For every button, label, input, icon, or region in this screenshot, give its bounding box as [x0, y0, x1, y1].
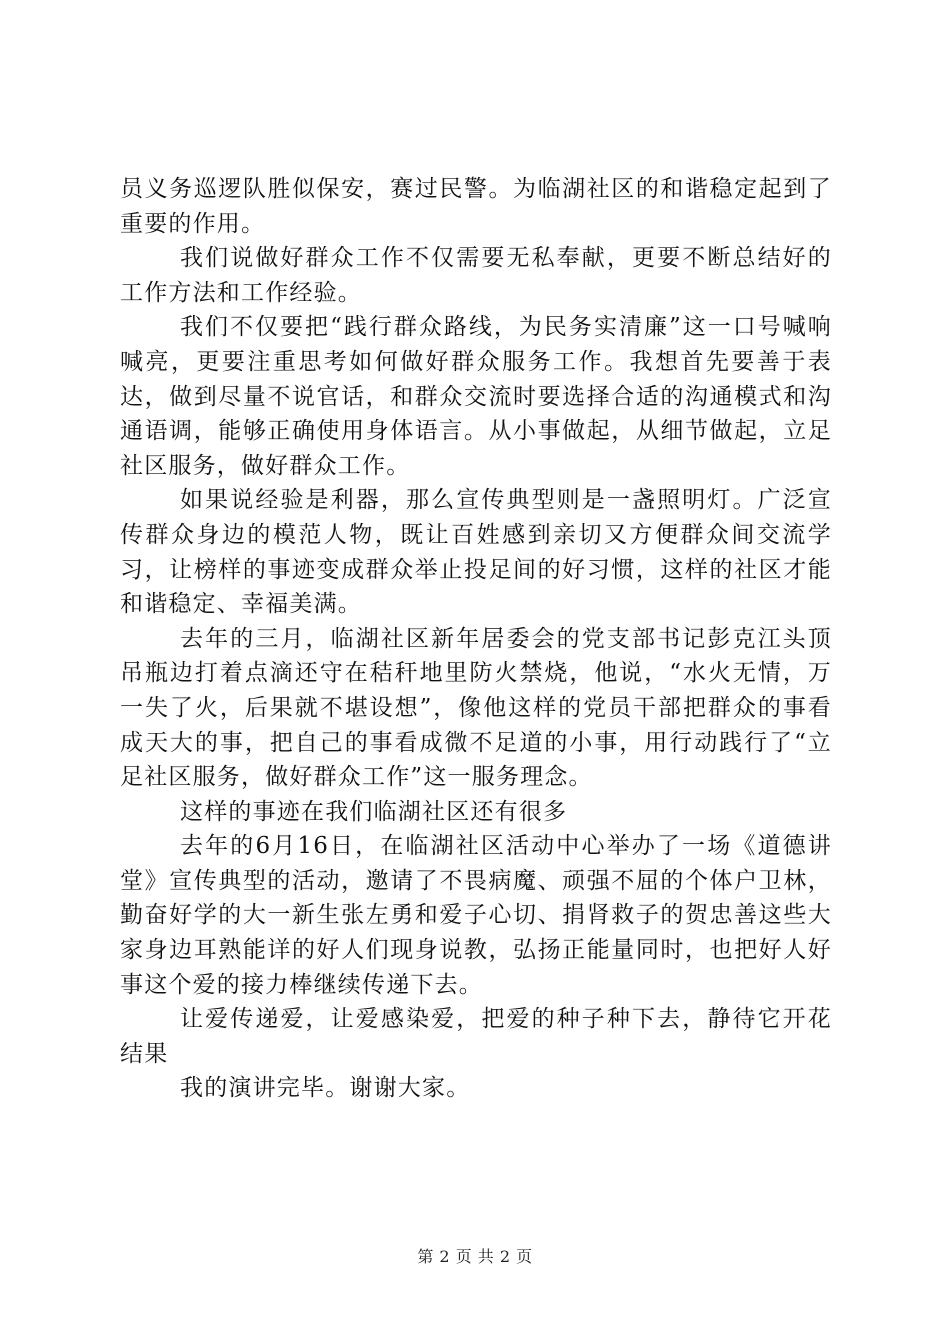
page-footer [0, 1244, 950, 1267]
paragraph-5: 去年的三月，临湖社区新年居委会的党支部书记彭克江头顶吊瓶边打着点滴还守在秸秆地里防火禁烧，他说，“水火无情，万一失了火，后果就不堪设想”，像他这样的党员干部把群众的事看成天大的事，把自己的事看成微不足道的小事，用行动践行了“立足社区服务，做好群众工作”这一服务理念。 [120, 625, 832, 791]
paragraph-1: 员义务巡逻队胜似保安，赛过民警。为临湖社区的和谐稳定起到了重要的作用。 [120, 176, 832, 237]
paragraph-9: 我的演讲完毕。谢谢大家。 [180, 1075, 471, 1102]
paragraph-3: 我们不仅要把“践行群众路线，为民务实清廉”这一口号喊响喊亮，更要注重思考如何做好群众服务工作。我想首先要善于表达，做到尽量不说官话，和群众交流时要选择合适的沟通模式和沟通语调，能够正确使用身体语言。从小事做起，从细节做起，立足社区服务，做好群众工作。 [120, 314, 832, 479]
document-body [120, 172, 832, 1106]
page-number-label: 第 2 页 共 2 页 [417, 1247, 533, 1266]
paragraph-6: 这样的事迹在我们临湖社区还有很多 [180, 798, 568, 825]
paragraph-2: 我们说做好群众工作不仅需要无私奉献，更要不断总结好的工作方法和工作经验。 [120, 245, 832, 306]
paragraph-4: 如果说经验是利器，那么宣传典型则是一盏照明灯。广泛宣传群众身边的模范人物，既让百姓感到亲切又方便群众间交流学习，让榜样的事迹变成群众举止投足间的好习惯，这样的社区才能和谐稳定、幸福美满。 [120, 487, 832, 618]
paragraph-7: 去年的6月16日，在临湖社区活动中心举办了一场《道德讲堂》宣传典型的活动，邀请了不畏病魔、顽强不屈的个体户卫林，勤奋好学的大一新生张左勇和爱子心切、捐肾救子的贺忠善这些大家身边耳熟能详的好人们现身说教，弘扬正能量同时，也把好人好事这个爱的接力棒继续传递下去。 [120, 833, 832, 998]
paragraph-8: 让爱传递爱，让爱感染爱，把爱的种子种下去，静待它开花结果 [120, 1006, 832, 1067]
